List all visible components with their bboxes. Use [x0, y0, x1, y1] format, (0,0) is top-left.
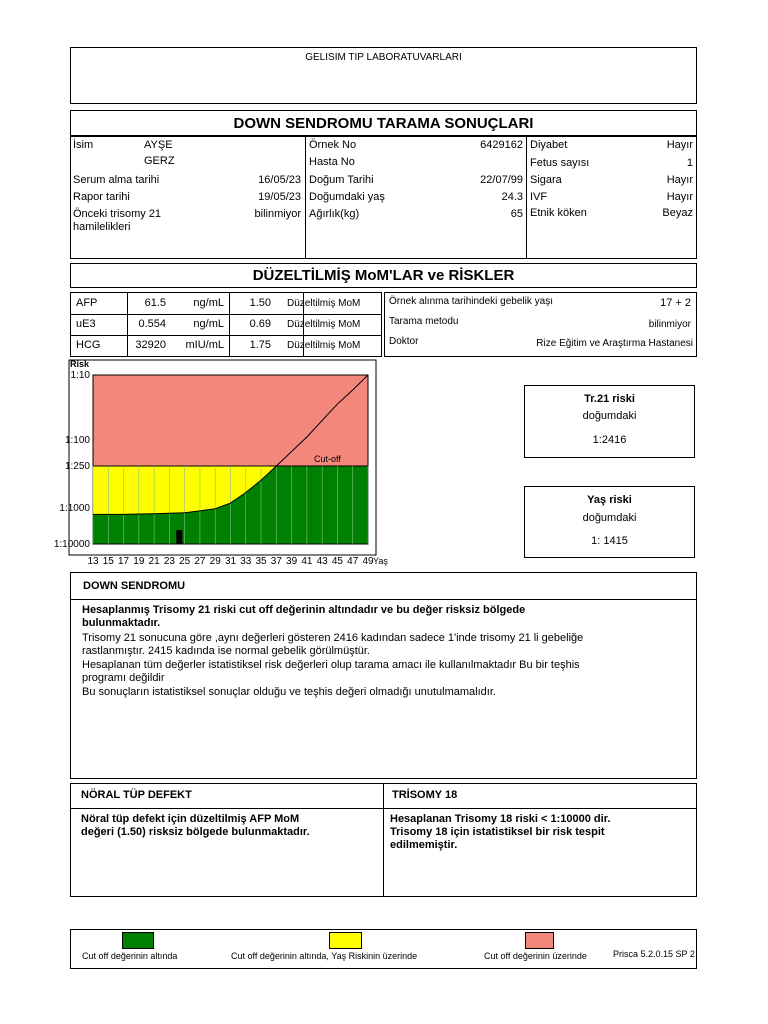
mom-title: DÜZELTİLMİŞ MoM'LAR ve RİSKLER [252, 267, 515, 284]
mom-title-box [70, 263, 697, 288]
lab-name: GELISIM TIP LABORATUVARLARI [305, 52, 462, 63]
ntd-line-1: Nöral tüp defekt için düzeltilmiş AFP MoM [81, 813, 300, 825]
x-tick-label: 41 [301, 556, 313, 567]
x-tick-label: 21 [148, 556, 160, 567]
diabetes-label: Diyabet [530, 139, 568, 151]
x-axis-label: Yaş [373, 556, 388, 566]
x-tick-label: 23 [163, 556, 175, 567]
high-risk-zone [93, 375, 368, 466]
birth-date-value: 22/07/99 [480, 174, 523, 186]
serum-value: 16/05/23 [258, 174, 301, 186]
last-name: GERZ [144, 155, 175, 167]
previous-trisomy-label: Önceki trisomy 21 [73, 208, 162, 220]
x-tick-label: 29 [209, 556, 221, 567]
legend-green-label: Cut off değerinin altında [82, 951, 178, 961]
x-tick-label: 15 [102, 556, 114, 567]
previous-trisomy-label-2: hamilelikleri [73, 221, 131, 233]
marker-unit: ng/mL [193, 297, 224, 309]
age-risk-sub: doğumdaki [582, 512, 637, 524]
age-risk-value: 1: 1415 [591, 535, 628, 547]
y-axis-label: Risk [70, 359, 90, 369]
smoking-value: Hayır [666, 174, 693, 186]
marker-mom-label: Düzeltilmiş MoM [287, 319, 361, 330]
x-tick-label: 31 [224, 556, 237, 567]
marker-value: 32920 [135, 339, 166, 351]
marker-unit: mIU/mL [185, 339, 224, 351]
smoking-label: Sigara [530, 174, 562, 186]
lab-header [70, 47, 697, 104]
y-tick-label: 1:1000 [59, 503, 90, 514]
ethnicity-value: Beyaz [662, 207, 693, 219]
software-version: Prisca 5.2.0.15 SP 2 [613, 949, 695, 959]
ntd-heading: NÖRAL TÜP DEFEKT [81, 789, 192, 801]
gestational-age-value: 17 + 2 [660, 297, 691, 309]
ntd-section [70, 783, 384, 897]
t18-section [383, 783, 697, 897]
t18-heading: TRİSOMY 18 [392, 789, 458, 801]
y-tick-label: 1:100 [64, 435, 90, 446]
gestational-age-label: Örnek alınma tarihindeki gebelik yaşı [389, 296, 553, 307]
down-bold-1: Hesaplanmış Trisomy 21 riski cut off değerinin altındadır ve bu değer risksiz bölgede [82, 604, 526, 616]
marker-value: 0.554 [138, 318, 166, 330]
marker-name: uE3 [76, 318, 96, 330]
tr21-risk-value: 1:2416 [592, 434, 627, 446]
y-tick-label: 1:10 [70, 370, 90, 381]
name-label: İsim [73, 139, 94, 151]
x-tick-label: 37 [270, 556, 282, 567]
weight-label: Ağırlık(kg) [309, 208, 360, 220]
t18-line-3: edilmemiştir. [390, 839, 458, 851]
marker-value: 61.5 [144, 297, 166, 309]
serum-label: Serum alma tarihi [73, 174, 160, 186]
ivf-label: IVF [530, 191, 548, 203]
ethnicity-label: Etnik köken [530, 207, 587, 219]
x-tick-label: 13 [87, 556, 99, 567]
legend-red-swatch [525, 932, 554, 949]
marker-name: HCG [76, 339, 101, 351]
ivf-value: Hayır [666, 191, 693, 203]
down-syndrome-section [70, 572, 697, 779]
x-tick-label: 47 [347, 556, 359, 567]
marker-mom-label: Düzeltilmiş MoM [287, 340, 361, 351]
legend-yellow-swatch [329, 932, 362, 949]
fetus-count-label: Fetus sayısı [530, 157, 590, 169]
x-tick-label: 35 [255, 556, 267, 567]
age-risk-title: Yaş riski [587, 494, 632, 506]
screening-method-label: Tarama metodu [389, 316, 459, 327]
previous-trisomy-value: bilinmiyor [254, 208, 301, 220]
marker-mom: 0.69 [249, 318, 271, 330]
x-tick-label: 33 [240, 556, 252, 567]
cutoff-label: Cut-off [314, 454, 341, 464]
patient-marker [176, 530, 182, 544]
tr21-risk-box [524, 385, 695, 458]
y-tick-label: 1:250 [64, 461, 90, 472]
down-paragraph-1: Trisomy 21 sonucuna göre ,aynı değerleri gösteren 2416 kadından sadece 1'inde trisomy 21 li gebeliğe [82, 632, 584, 644]
fetus-count-value: 1 [686, 157, 693, 169]
x-tick-label: 19 [133, 556, 145, 567]
age-risk-box [524, 486, 695, 558]
tr21-risk-sub: doğumdaki [582, 410, 637, 422]
y-tick-label: 1:10000 [53, 539, 90, 550]
marker-mom: 1.50 [249, 297, 271, 309]
first-name: AYŞE [144, 139, 173, 151]
age-at-birth-value: 24.3 [501, 191, 523, 203]
x-tick-label: 27 [194, 556, 206, 567]
legend-red-label: Cut off değerinin üzerinde [484, 951, 587, 961]
markers-table [70, 292, 382, 357]
x-tick-label: 39 [286, 556, 298, 567]
t18-line-2: Trisomy 18 için istatistiksel bir risk tespit [390, 826, 605, 838]
sample-no-label: Örnek No [309, 139, 357, 151]
x-tick-label: 43 [316, 556, 328, 567]
sample-no-value: 6429162 [480, 139, 523, 151]
x-tick-label: 25 [179, 556, 191, 567]
tr21-risk-title: Tr.21 riski [584, 393, 635, 405]
down-heading: DOWN SENDROMU [83, 580, 186, 592]
x-tick-label: 45 [331, 556, 344, 567]
x-tick-label: 17 [117, 556, 130, 567]
birth-date-label: Doğum Tarihi [309, 174, 374, 186]
marker-name: AFP [76, 297, 98, 309]
patient-no-label: Hasta No [309, 156, 355, 168]
screening-method-value: bilinmiyor [648, 319, 691, 330]
diabetes-value: Hayır [666, 139, 693, 151]
marker-unit: ng/mL [193, 318, 224, 330]
age-at-birth-label: Doğumdaki yaş [309, 191, 385, 203]
sample-info [384, 292, 697, 357]
weight-value: 65 [510, 208, 523, 220]
marker-mom-label: Düzeltilmiş MoM [287, 298, 361, 309]
doctor-value: Rize Eğitim ve Araştırma Hastanesi [536, 338, 693, 349]
down-paragraph-5: Bu sonuçların istatistiksel sonuçlar olduğu ve teşhis değeri olmadığı unutulmamalıdır. [82, 686, 496, 698]
down-paragraph-2: rastlanmıştır. 2415 kadında ise normal gebelik görülmüştür. [82, 645, 370, 657]
legend [70, 929, 697, 969]
risk-chart [53, 358, 398, 568]
t18-line-1: Hesaplanan Trisomy 18 riski < 1:10000 dir. [390, 813, 611, 825]
doctor-label: Doktor [389, 336, 419, 347]
ntd-line-2: değeri (1.50) risksiz bölgede bulunmaktadır. [81, 826, 310, 838]
legend-yellow-label: Cut off değerinin altında, Yaş Riskinin üzerinde [231, 951, 418, 961]
report-date-value: 19/05/23 [258, 191, 301, 203]
down-paragraph-3: Hesaplanan tüm değerler istatistiksel risk değerleri olup tarama amacı ile kullanılmaktadır Bu bir teşhis [82, 659, 580, 671]
legend-green-swatch [122, 932, 154, 949]
report-title: DOWN SENDROMU TARAMA SONUÇLARI [233, 115, 534, 132]
x-tick-label: 49 [362, 556, 374, 567]
report-date-label: Rapor tarihi [73, 191, 130, 203]
down-bold-2: bulunmaktadır. [82, 617, 161, 629]
report-title-box [70, 110, 697, 136]
patient-info [70, 136, 697, 259]
down-paragraph-4: programı değildir [82, 672, 165, 684]
marker-mom: 1.75 [249, 339, 271, 351]
